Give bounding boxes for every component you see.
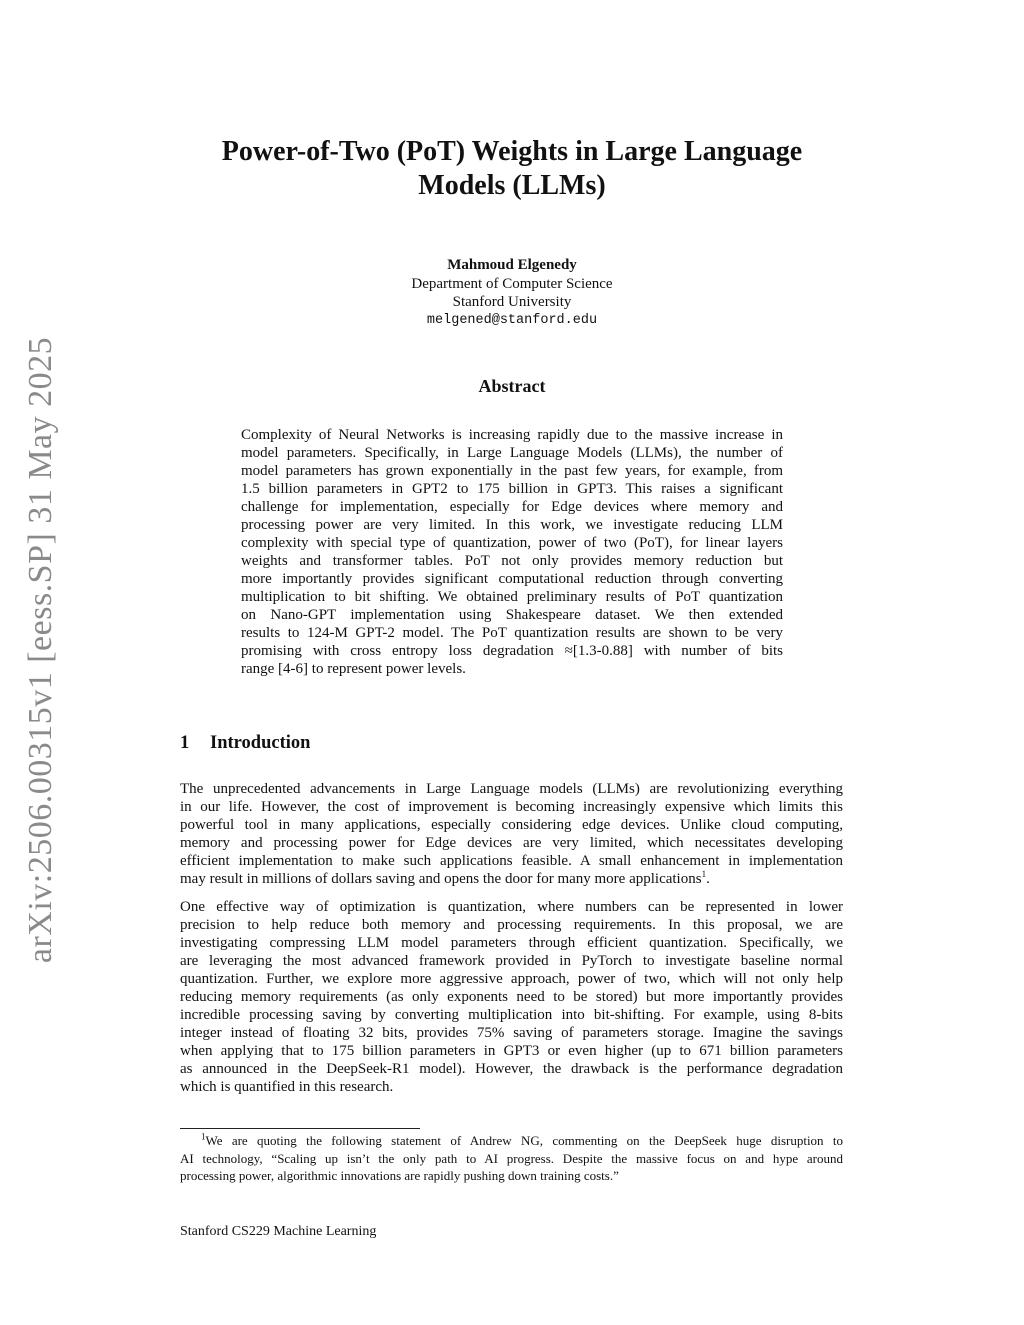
footnote-line — [201, 1133, 843, 1149]
title-line: Power-of-Two (PoT) Weights in Large Language — [221, 136, 803, 167]
section-number: 1 — [180, 733, 190, 753]
paragraph-line: are leveraging the most advanced framework provided in PyTorch to investigate baseline normal — [180, 953, 843, 969]
abstract-line: weights and transformer tables. PoT not only provides memory reduction but — [241, 553, 783, 569]
paragraph-line: investigating compressing LLM model parameters through efficient quantization. Specifically, we — [180, 935, 843, 951]
footnote-divider — [180, 1128, 420, 1129]
paragraph-line-text: may result in millions of dollars saving and opens the door for many more applications — [180, 871, 702, 887]
abstract-line: processing power are very limited. In this work, we investigate reducing LLM — [241, 517, 783, 533]
abstract-line: complexity with special type of quantization, power of two (PoT), for linear layers — [241, 535, 783, 551]
abstract-line: on Nano-GPT implementation using Shakespeare dataset. We then extended — [241, 607, 783, 623]
paragraph-line: as announced in the DeepSeek-R1 model). However, the drawback is the performance degradation — [180, 1061, 843, 1077]
arxiv-identifier[interactable]: arXiv:2506.00315v1 [eess.SP] 31 May 2025 — [22, 336, 59, 964]
paper-title — [130, 135, 894, 203]
page-footer: Stanford CS229 Machine Learning — [180, 1224, 377, 1239]
abstract-line: challenge for implementation, especially for Edge devices where memory and — [241, 499, 783, 515]
section-title: Introduction — [210, 733, 311, 753]
author-email[interactable]: melgened@stanford.edu — [426, 312, 598, 328]
author-department: Department of Computer Science — [411, 275, 613, 292]
paragraph-line: in our life. However, the cost of improvement is becoming increasingly expensive which limits this — [180, 799, 843, 815]
abstract-line: model parameters. Specifically, in Large Language Models (LLMs), the number of — [241, 445, 783, 461]
abstract-heading: Abstract — [478, 376, 546, 396]
author-university: Stanford University — [452, 294, 572, 310]
paragraph-last-line — [180, 870, 843, 888]
paragraph-line: precision to help reduce both memory and processing requirements. In this proposal, we are — [180, 917, 843, 933]
paragraph-line: memory and processing power for Edge devices are very limited, which necessitates developing — [180, 835, 843, 851]
footnote-line: processing power, algorithmic innovations are rapidly pushing down training costs.” — [180, 1168, 619, 1183]
footnote-text: We are quoting the following statement of Andrew NG, commenting on the DeepSeek huge disruption to — [205, 1133, 843, 1148]
paragraph-end-punctuation: . — [706, 871, 710, 887]
author-name: Mahmoud Elgenedy — [447, 257, 577, 273]
title-line: Models (LLMs) — [418, 170, 606, 201]
paragraph-line: which is quantified in this research. — [180, 1079, 394, 1095]
author-block — [300, 256, 724, 330]
abstract-line: range [4-6] to represent power levels. — [241, 661, 466, 677]
paragraph-line: when applying that to 175 billion parameters in GPT3 or even higher (up to 671 billion parameters — [180, 1043, 843, 1059]
paragraph-line: reducing memory requirements (as only exponents need to be stored) but more importantly provides — [180, 989, 843, 1005]
arxiv-identifier-margin — [0, 0, 90, 1325]
paragraph-line: One effective way of optimization is quantization, where numbers can be represented in lower — [180, 899, 843, 915]
abstract-line: Complexity of Neural Networks is increasing rapidly due to the massive increase in — [241, 427, 783, 443]
abstract-line: 1.5 billion parameters in GPT2 to 175 billion in GPT3. This raises a significant — [241, 481, 783, 497]
abstract-line: model parameters has grown exponentially in the past few years, for example, from — [241, 463, 783, 479]
paragraph-line: The unprecedented advancements in Large Language models (LLMs) are revolutionizing everything — [180, 781, 843, 797]
footnote-line: AI technology, “Scaling up isn’t the only path to AI progress. Despite the massive focus on and hype around — [180, 1151, 843, 1166]
abstract-line: results to 124-M GPT-2 model. The PoT quantization results are shown to be very — [241, 625, 783, 641]
paragraph-line: integer instead of floating 32 bits, provides 75% saving of parameters storage. Imagine the savings — [180, 1025, 843, 1041]
abstract-line: multiplication to bit shifting. We obtained preliminary results of PoT quantization — [241, 589, 783, 605]
paragraph-line: powerful tool in many applications, especially considering edge devices. Unlike cloud computing, — [180, 817, 843, 833]
paragraph-line: incredible processing saving by converting multiplication into bit-shifting. For example, using 8-bits — [180, 1007, 843, 1023]
footnote-reference[interactable]: 1 — [701, 869, 707, 879]
abstract-line: more importantly provides significant computational reduction through converting — [241, 571, 783, 587]
paragraph-line: efficient implementation to make such applications feasible. A small enhancement in implementation — [180, 853, 843, 869]
abstract-line: promising with cross entropy loss degradation ≈[1.3-0.88] with number of bits — [241, 643, 783, 659]
section-heading-introduction — [180, 733, 310, 754]
paragraph-line: quantization. Further, we explore more aggressive approach, power of two, which will not only help — [180, 971, 843, 987]
footnote-mark: 1 — [201, 1131, 206, 1142]
